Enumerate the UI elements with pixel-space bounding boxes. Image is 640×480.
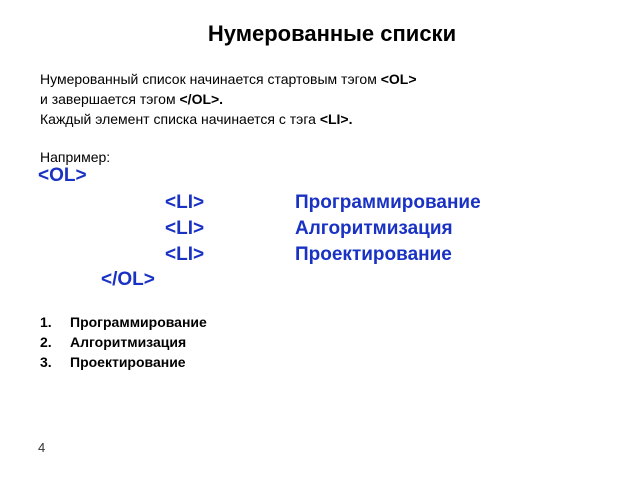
- intro-line-1: [40, 69, 417, 89]
- intro-line-3: [40, 109, 417, 129]
- list-item: [40, 332, 207, 352]
- list-item: [40, 352, 207, 372]
- intro-line-2: [40, 89, 417, 109]
- code-li-tag: <LI>: [165, 244, 205, 265]
- list-item-label: Программирование: [70, 314, 207, 330]
- code-ol-close-tag: </OL>: [101, 269, 155, 290]
- list-item-label: Алгоритмизация: [70, 334, 187, 350]
- intro-line-1-tag: <OL>: [380, 71, 417, 87]
- intro-line-3-text: Каждый элемент списка начинается с тэга: [40, 111, 320, 127]
- page-number: 4: [38, 440, 46, 455]
- list-item-number: 3.: [40, 354, 52, 370]
- list-item-number: 1.: [40, 314, 52, 330]
- intro-line-3-tag: <LI>.: [319, 111, 353, 127]
- code-ol-open-tag: <OL>: [38, 165, 87, 186]
- intro-line-2-text: и завершается тэгом: [40, 91, 180, 107]
- intro-line-2-tag: </OL>.: [179, 91, 224, 107]
- intro-line-1-text: Нумерованный список начинается стартовым тэгом: [40, 71, 381, 87]
- code-li-tag: <LI>: [165, 192, 205, 213]
- code-li-tag: <LI>: [165, 218, 205, 239]
- list-item-label: Проектирование: [70, 354, 186, 370]
- code-list-item: Проектирование: [295, 244, 452, 265]
- code-list-item: Программирование: [295, 192, 481, 213]
- example-label: Например:: [40, 149, 111, 165]
- code-list-item: Алгоритмизация: [295, 218, 453, 239]
- list-item-number: 2.: [40, 334, 52, 350]
- list-item: [40, 312, 207, 332]
- intro-paragraph: [40, 69, 417, 129]
- slide-title: Нумерованные списки: [207, 21, 457, 46]
- rendered-numbered-list: [40, 312, 207, 372]
